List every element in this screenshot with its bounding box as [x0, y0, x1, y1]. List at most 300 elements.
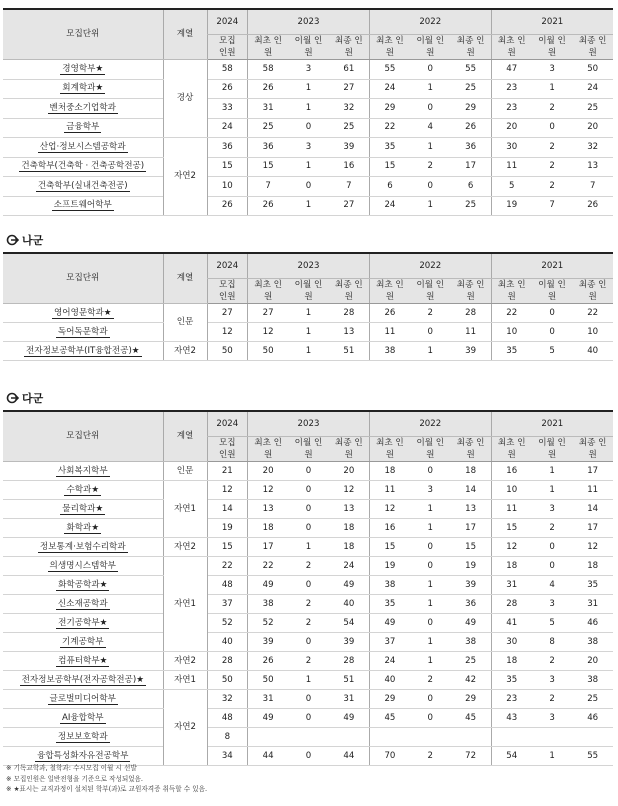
unit-label: 건축학부(실내건축전공) [37, 180, 128, 191]
table-row [3, 462, 613, 481]
table-row [3, 323, 613, 342]
header-field: 최초 인원 [369, 279, 410, 304]
value-cell: 38 [451, 633, 492, 652]
unit-label: 컴퓨터학부★ [58, 655, 108, 666]
value-cell: 24 [329, 557, 370, 576]
table-row [3, 60, 613, 80]
value-cell: 54 [329, 614, 370, 633]
header-field: 최초 인원 [369, 35, 410, 60]
value-cell: 15 [451, 538, 492, 557]
value-cell: 3 [532, 60, 573, 80]
value-cell: 35 [491, 342, 532, 361]
value-cell: 0 [532, 557, 573, 576]
unit-name [3, 342, 163, 361]
value-cell: 26 [207, 79, 248, 99]
value-cell: 2 [288, 652, 329, 671]
value-cell: 0 [532, 118, 573, 138]
value-cell: 40 [329, 595, 370, 614]
value-cell: 13 [329, 500, 370, 519]
value-cell: 24 [369, 196, 410, 216]
value-cell: 20 [572, 652, 613, 671]
value-cell: 13 [329, 323, 370, 342]
track-cell: 자연1 [163, 557, 207, 652]
value-cell: 43 [491, 709, 532, 728]
value-cell: 22 [491, 304, 532, 323]
header-year-2023: 2023 [248, 411, 370, 437]
unit-label: 정보통계·보험수리학과 [39, 541, 126, 552]
value-cell: 0 [288, 462, 329, 481]
value-cell: 3 [410, 481, 451, 500]
header-year-2021: 2021 [491, 253, 613, 279]
value-cell: 0 [410, 60, 451, 80]
value-cell: 25 [451, 79, 492, 99]
value-cell: 33 [207, 99, 248, 119]
unit-label: 물리학과★ [62, 503, 104, 514]
unit-name [3, 99, 163, 119]
header-year-2022: 2022 [369, 253, 491, 279]
value-cell: 11 [369, 323, 410, 342]
table-row [3, 138, 613, 158]
header-field: 최종 인원 [451, 279, 492, 304]
value-cell: 2 [532, 99, 573, 119]
table-row [3, 79, 613, 99]
unit-label: 벤처중소기업학과 [49, 102, 116, 113]
value-cell [369, 728, 410, 747]
unit-name [3, 538, 163, 557]
unit-label: 화학과★ [66, 522, 100, 533]
value-cell: 0 [288, 481, 329, 500]
value-cell: 7 [572, 177, 613, 197]
value-cell: 10 [491, 481, 532, 500]
value-cell: 0 [288, 500, 329, 519]
track-cell: 자연2 [163, 538, 207, 557]
value-cell: 49 [248, 576, 289, 595]
unit-label: AI융합학부 [61, 712, 104, 723]
unit-name [3, 481, 163, 500]
value-cell: 1 [288, 323, 329, 342]
unit-name [3, 652, 163, 671]
value-cell: 46 [572, 709, 613, 728]
value-cell: 0 [288, 519, 329, 538]
value-cell: 14 [207, 500, 248, 519]
value-cell [410, 728, 451, 747]
value-cell: 19 [491, 196, 532, 216]
value-cell: 49 [248, 709, 289, 728]
value-cell: 24 [572, 79, 613, 99]
value-cell: 22 [207, 557, 248, 576]
unit-label: 수학과★ [66, 484, 100, 495]
value-cell: 31 [572, 595, 613, 614]
value-cell: 23 [491, 99, 532, 119]
unit-label: 전자정보공학부(전자공학전공)★ [21, 674, 144, 685]
value-cell: 35 [491, 671, 532, 690]
value-cell: 1 [410, 342, 451, 361]
value-cell: 25 [451, 196, 492, 216]
value-cell: 24 [207, 118, 248, 138]
header-year-2023: 2023 [248, 9, 370, 35]
value-cell: 11 [572, 481, 613, 500]
unit-name [3, 595, 163, 614]
header-field: 이월 인원 [288, 279, 329, 304]
value-cell: 3 [532, 709, 573, 728]
value-cell: 42 [451, 671, 492, 690]
value-cell: 26 [451, 118, 492, 138]
value-cell: 19 [207, 519, 248, 538]
value-cell: 1 [410, 79, 451, 99]
value-cell: 55 [572, 747, 613, 766]
unit-name [3, 500, 163, 519]
value-cell: 37 [369, 633, 410, 652]
value-cell: 35 [572, 576, 613, 595]
value-cell: 0 [410, 323, 451, 342]
value-cell: 7 [329, 177, 370, 197]
value-cell: 15 [248, 157, 289, 177]
value-cell: 1 [410, 196, 451, 216]
table-row [3, 99, 613, 119]
value-cell: 17 [572, 462, 613, 481]
value-cell: 12 [572, 538, 613, 557]
header-field: 이월 인원 [532, 35, 573, 60]
value-cell: 58 [248, 60, 289, 80]
value-cell: 22 [248, 557, 289, 576]
value-cell: 28 [207, 652, 248, 671]
value-cell: 2 [288, 614, 329, 633]
value-cell: 16 [491, 462, 532, 481]
track-cell: 자연2 [163, 690, 207, 766]
value-cell: 18 [329, 519, 370, 538]
track-cell: 자연1 [163, 481, 207, 538]
value-cell: 5 [532, 342, 573, 361]
value-cell: 0 [288, 633, 329, 652]
value-cell: 1 [532, 462, 573, 481]
table-row [3, 481, 613, 500]
value-cell: 39 [451, 576, 492, 595]
value-cell: 5 [532, 614, 573, 633]
table-row [3, 177, 613, 197]
value-cell: 3 [288, 60, 329, 80]
header-field: 최종 인원 [329, 35, 370, 60]
value-cell: 1 [410, 576, 451, 595]
value-cell: 7 [248, 177, 289, 197]
value-cell: 36 [248, 138, 289, 158]
value-cell: 34 [207, 747, 248, 766]
unit-name [3, 557, 163, 576]
header-field: 최초 인원 [248, 35, 289, 60]
table-row [3, 500, 613, 519]
value-cell: 28 [491, 595, 532, 614]
value-cell: 2 [410, 157, 451, 177]
unit-label: 경영학부★ [62, 63, 104, 74]
value-cell: 8 [532, 633, 573, 652]
value-cell: 6 [369, 177, 410, 197]
value-cell: 10 [572, 323, 613, 342]
header-field: 이월 인원 [410, 279, 451, 304]
value-cell: 49 [329, 576, 370, 595]
value-cell: 48 [207, 709, 248, 728]
value-cell [491, 728, 532, 747]
track-cell: 자연2 [163, 652, 207, 671]
header-unit: 모집단위 [3, 9, 163, 60]
value-cell: 46 [572, 614, 613, 633]
value-cell: 12 [248, 323, 289, 342]
unit-label: 산업·정보시스템공학과 [39, 141, 126, 152]
value-cell: 28 [451, 304, 492, 323]
header-field: 최초 인원 [248, 437, 289, 462]
value-cell: 8 [207, 728, 248, 747]
value-cell: 38 [248, 595, 289, 614]
table-row [3, 690, 613, 709]
value-cell: 2 [532, 652, 573, 671]
table-row [3, 557, 613, 576]
unit-label: 기계공학부 [61, 636, 104, 647]
table-row [3, 633, 613, 652]
header-field: 모집 인원 [207, 35, 248, 60]
unit-label: 금융학부 [66, 122, 100, 133]
unit-label: 신소재공학과 [57, 598, 108, 609]
table-row [3, 157, 613, 177]
value-cell: 13 [572, 157, 613, 177]
value-cell: 28 [329, 652, 370, 671]
value-cell: 18 [491, 652, 532, 671]
value-cell: 18 [248, 519, 289, 538]
value-cell: 30 [491, 633, 532, 652]
value-cell: 31 [329, 690, 370, 709]
table-row [3, 614, 613, 633]
admission-table-da [3, 410, 613, 766]
value-cell: 17 [572, 519, 613, 538]
header-row-years [3, 253, 613, 279]
value-cell: 31 [248, 99, 289, 119]
unit-name [3, 614, 163, 633]
value-cell: 15 [491, 519, 532, 538]
unit-label: 회계학과★ [62, 83, 104, 94]
unit-name [3, 462, 163, 481]
header-track: 계열 [163, 253, 207, 304]
value-cell: 2 [532, 519, 573, 538]
value-cell: 50 [207, 342, 248, 361]
value-cell: 1 [288, 304, 329, 323]
value-cell: 58 [207, 60, 248, 80]
unit-name [3, 671, 163, 690]
value-cell: 31 [491, 576, 532, 595]
header-field: 최종 인원 [572, 35, 613, 60]
header-field: 모집 인원 [207, 279, 248, 304]
header-field: 최종 인원 [451, 437, 492, 462]
value-cell: 20 [572, 118, 613, 138]
header-year-2024: 2024 [207, 411, 248, 437]
value-cell: 14 [451, 481, 492, 500]
value-cell: 47 [491, 60, 532, 80]
track-cell: 경상 [163, 60, 207, 138]
header-year-2021: 2021 [491, 9, 613, 35]
unit-name [3, 138, 163, 158]
footnote: ※ 모집인원은 일반전형을 기준으로 작성되었음. [6, 774, 144, 783]
value-cell: 12 [491, 538, 532, 557]
value-cell: 16 [329, 157, 370, 177]
header-field: 최종 인원 [572, 279, 613, 304]
unit-label: 글로벌미디어학부 [49, 693, 116, 704]
header-field: 이월 인원 [532, 437, 573, 462]
section-title-da [6, 390, 43, 406]
table-row [3, 342, 613, 361]
value-cell: 40 [369, 671, 410, 690]
value-cell [329, 728, 370, 747]
unit-name [3, 633, 163, 652]
value-cell [572, 728, 613, 747]
value-cell: 0 [410, 177, 451, 197]
value-cell: 45 [369, 709, 410, 728]
unit-name [3, 118, 163, 138]
value-cell: 36 [451, 595, 492, 614]
value-cell: 27 [207, 304, 248, 323]
value-cell: 0 [410, 709, 451, 728]
value-cell: 12 [248, 481, 289, 500]
header-field: 이월 인원 [532, 279, 573, 304]
value-cell: 50 [248, 342, 289, 361]
value-cell: 29 [451, 690, 492, 709]
value-cell: 1 [410, 138, 451, 158]
value-cell: 21 [207, 462, 248, 481]
value-cell: 30 [491, 138, 532, 158]
value-cell: 26 [572, 196, 613, 216]
value-cell: 2 [410, 304, 451, 323]
value-cell: 15 [369, 157, 410, 177]
value-cell: 49 [451, 614, 492, 633]
header-field: 최초 인원 [248, 279, 289, 304]
value-cell: 20 [248, 462, 289, 481]
value-cell: 12 [207, 323, 248, 342]
value-cell: 0 [532, 538, 573, 557]
table-row [3, 728, 613, 747]
value-cell: 20 [329, 462, 370, 481]
unit-name [3, 196, 163, 216]
footnote: ※ ★표시는 교직과정이 설치된 학부(과)로 교원자격증 취득할 수 있음. [6, 785, 208, 793]
section-title-na [6, 232, 43, 248]
value-cell: 2 [532, 690, 573, 709]
unit-label: 사회복지학부 [57, 465, 108, 476]
value-cell: 0 [410, 462, 451, 481]
value-cell: 41 [491, 614, 532, 633]
value-cell: 13 [451, 500, 492, 519]
value-cell: 3 [288, 138, 329, 158]
value-cell: 49 [369, 614, 410, 633]
value-cell: 0 [410, 614, 451, 633]
value-cell: 29 [369, 99, 410, 119]
value-cell: 0 [288, 177, 329, 197]
value-cell: 0 [532, 323, 573, 342]
header-field: 최종 인원 [451, 35, 492, 60]
value-cell: 38 [369, 342, 410, 361]
value-cell: 1 [410, 519, 451, 538]
value-cell: 18 [491, 557, 532, 576]
unit-label: 영어영문학과★ [53, 307, 112, 318]
value-cell: 1 [288, 99, 329, 119]
value-cell: 0 [410, 99, 451, 119]
track-cell: 자연2 [163, 342, 207, 361]
table-row [3, 519, 613, 538]
header-year-2023: 2023 [248, 253, 370, 279]
unit-name [3, 690, 163, 709]
arrow-circle-icon [6, 234, 19, 246]
value-cell: 26 [248, 652, 289, 671]
value-cell: 61 [329, 60, 370, 80]
value-cell: 0 [288, 690, 329, 709]
header-year-2024: 2024 [207, 9, 248, 35]
table-row [3, 709, 613, 728]
value-cell: 26 [248, 196, 289, 216]
header-field: 이월 인원 [410, 35, 451, 60]
value-cell [248, 728, 289, 747]
value-cell: 12 [329, 481, 370, 500]
header-field: 최초 인원 [491, 35, 532, 60]
unit-label: 전기공학부★ [58, 617, 108, 628]
value-cell [532, 728, 573, 747]
value-cell: 11 [491, 500, 532, 519]
unit-label: 소프트웨어학부 [53, 200, 112, 211]
value-cell: 44 [248, 747, 289, 766]
unit-name [3, 177, 163, 197]
table-row [3, 576, 613, 595]
value-cell: 23 [491, 690, 532, 709]
value-cell: 12 [207, 481, 248, 500]
header-year-2022: 2022 [369, 9, 491, 35]
track-cell: 인문 [163, 462, 207, 481]
value-cell: 26 [207, 196, 248, 216]
value-cell: 2 [410, 671, 451, 690]
admission-table-ga [3, 8, 613, 216]
value-cell: 28 [329, 304, 370, 323]
value-cell: 50 [248, 671, 289, 690]
value-cell: 32 [572, 138, 613, 158]
value-cell: 11 [451, 323, 492, 342]
header-field: 최초 인원 [491, 437, 532, 462]
table-row [3, 671, 613, 690]
value-cell: 39 [248, 633, 289, 652]
header-track: 계열 [163, 411, 207, 462]
value-cell: 16 [369, 519, 410, 538]
value-cell: 27 [329, 196, 370, 216]
value-cell: 1 [532, 747, 573, 766]
value-cell: 18 [369, 462, 410, 481]
unit-name [3, 519, 163, 538]
header-unit: 모집단위 [3, 411, 163, 462]
header-field: 이월 인원 [288, 437, 329, 462]
value-cell: 13 [248, 500, 289, 519]
value-cell: 50 [207, 671, 248, 690]
unit-name [3, 323, 163, 342]
value-cell: 2 [532, 157, 573, 177]
value-cell: 10 [207, 177, 248, 197]
value-cell: 32 [329, 99, 370, 119]
value-cell: 3 [532, 500, 573, 519]
table-row [3, 595, 613, 614]
unit-name [3, 576, 163, 595]
value-cell: 31 [248, 690, 289, 709]
value-cell: 15 [207, 157, 248, 177]
value-cell: 29 [369, 690, 410, 709]
value-cell: 49 [329, 709, 370, 728]
value-cell: 55 [451, 60, 492, 80]
value-cell: 25 [451, 652, 492, 671]
header-field: 최초 인원 [369, 437, 410, 462]
unit-name [3, 304, 163, 323]
header-year-2024: 2024 [207, 253, 248, 279]
value-cell: 36 [207, 138, 248, 158]
unit-label: 융합특성화자유전공학부 [37, 750, 129, 761]
value-cell: 1 [288, 342, 329, 361]
value-cell: 15 [369, 538, 410, 557]
header-unit: 모집단위 [3, 253, 163, 304]
